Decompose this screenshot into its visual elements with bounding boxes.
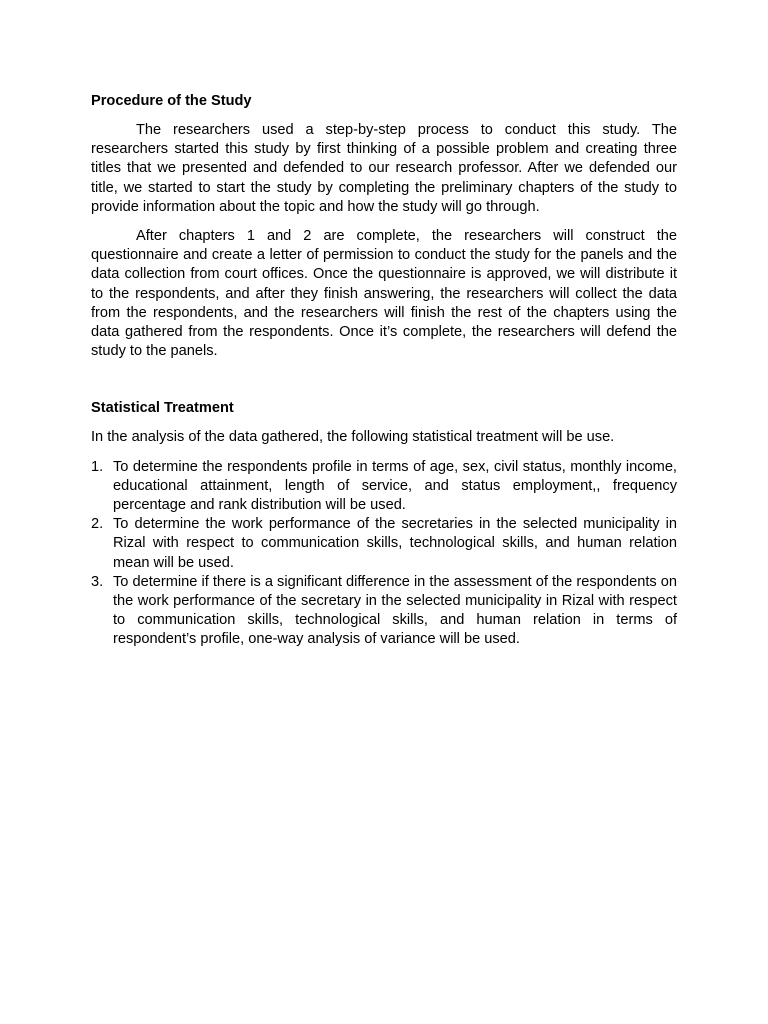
list-item-number: 1. <box>91 458 104 475</box>
section-heading-procedure: Procedure of the Study <box>91 93 252 109</box>
list-item-number: 2. <box>91 516 104 533</box>
list-item-text: To determine the work performance of the secretaries in the selected municipality in Rizal with respect to communication skills, technological skills, and human relation mean will be used. <box>113 516 677 571</box>
list-item <box>91 515 677 573</box>
list-item <box>91 458 677 516</box>
list-item-number: 3. <box>91 573 104 590</box>
document-page <box>91 92 677 650</box>
paragraph-procedure-1: The researchers used a step-by-step process to conduct this study. The researchers started this study by first thinking of a possible problem and creating three titles that we presented and defended to our research professor. After we defended our title, we started to start the study by completing the preliminary chapters of the study to provide information about the topic and how the study will go through. <box>91 122 677 215</box>
statistical-treatment-list <box>91 458 677 650</box>
section-heading-statistical-treatment: Statistical Treatment <box>91 400 234 417</box>
paragraph-statistical-intro: In the analysis of the data gathered, the following statistical treatment will be use. <box>91 429 615 446</box>
list-item <box>91 573 677 650</box>
list-item-text: To determine the respondents profile in terms of age, sex, civil status, monthly income, educational attainment, length of service, and status employment,, frequency percentage and rank distribution will be used. <box>113 458 677 514</box>
paragraph-procedure-2: After chapters 1 and 2 are complete, the researchers will construct the questionnaire and create a letter of permission to conduct the study for the panels and the data collection from court offices. Once the questionnaire is approved, we will distribute it to the respondents, and after they finish answering, the researchers will collect the data from the respondents, and the researchers will finish the rest of the chapters using the data gathered from the respondents. Once it’s complete, the researchers will defend the study to the panels. <box>91 228 677 360</box>
list-item-text: To determine if there is a significant difference in the assessment of the respondents on the work performance of the secretary in the selected municipality in Rizal with respect to communication skills, technological skills, and human relation in terms of respondent’s profile, one-way analysis of variance will be used. <box>113 573 677 648</box>
